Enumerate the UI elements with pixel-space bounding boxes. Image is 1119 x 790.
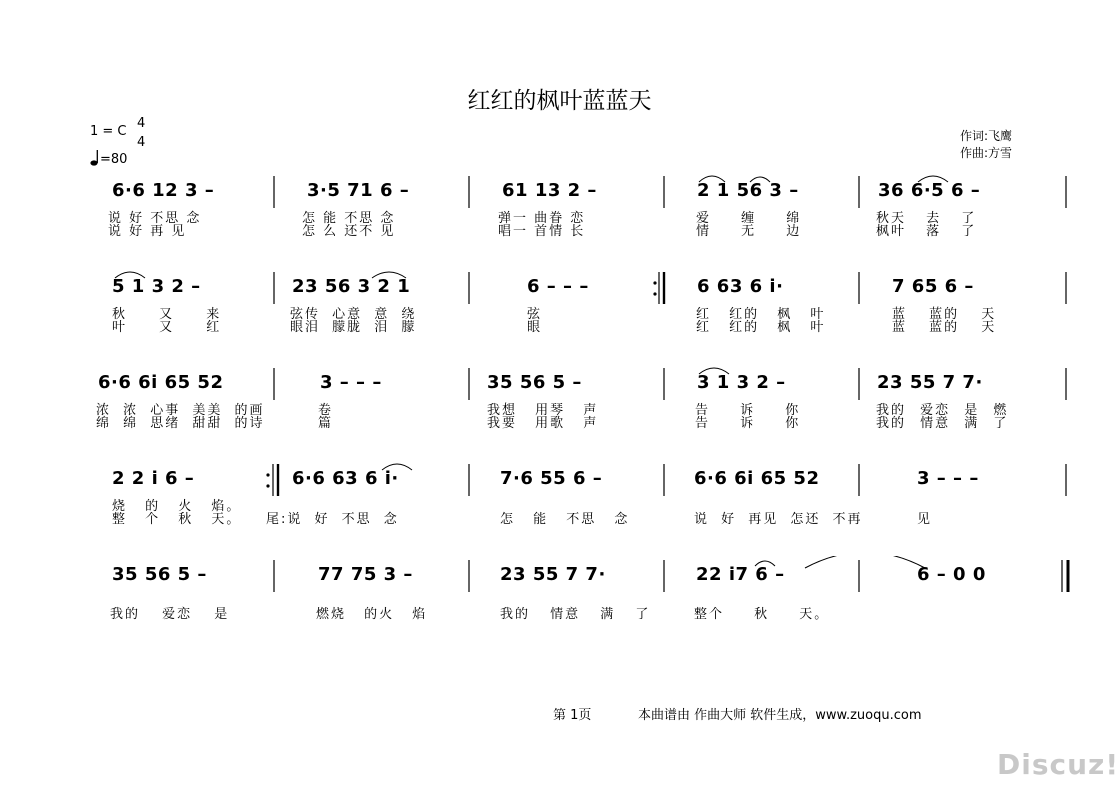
tempo-marking: [90, 150, 127, 167]
lyric-line-1: 弦传 心意 意 绕: [290, 307, 417, 322]
measure-notes: 3 1 3 2 –: [697, 372, 786, 393]
measure-notes: 36 6·5 6 –: [878, 180, 981, 201]
measure-notes: 6 – 0 0: [917, 564, 986, 585]
lyric-line-1: 烧 的 火 焰。: [112, 499, 242, 514]
lyric-line-1: 秋 又 来: [112, 307, 222, 322]
lyric-line-2: 红 红的 枫 叶: [696, 320, 826, 335]
lyric-line-1: 我想 用琴 声: [487, 403, 599, 418]
measure-notes: 7 65 6 –: [892, 276, 974, 297]
lyric-line-1: 卷: [318, 403, 334, 418]
lyric-line-1: 整个 秋 天。: [694, 607, 830, 622]
measure-notes: 23 55 7 7·: [500, 564, 606, 585]
lyric-line-2: 怎 能 不思 念: [500, 512, 630, 527]
measure-notes: 3 – – –: [320, 372, 382, 393]
measure-notes: 22 i7 6 –: [696, 564, 785, 585]
lyric-line-1: 浓 浓 心事 美美 的画: [96, 403, 265, 418]
time-signature-bottom: 4: [137, 135, 146, 150]
lyric-line-1: 爱 缠 绵: [696, 211, 802, 226]
measure-notes: 23 56 3 2 1: [292, 276, 411, 297]
lyric-line-1: 我的 爱恋 是 燃: [876, 403, 1009, 418]
lyric-line-1: 我的 爱恋 是: [110, 607, 230, 622]
measure-notes: 6·6 12 3 –: [112, 180, 215, 201]
lyric-line-2: 告 诉 你: [695, 416, 801, 431]
measure-notes: 3 – – –: [917, 468, 979, 489]
page-number: 第 1页: [553, 708, 592, 723]
key-signature: 1 = C: [90, 124, 127, 139]
lyric-line-2: 眼: [527, 320, 543, 335]
lyric-line-2: 我要 用歌 声: [487, 416, 599, 431]
lyric-line-2: 怎 么 还不 见: [302, 224, 396, 239]
measure-notes: 6·6 63 6 i·: [292, 468, 399, 489]
lyric-line-1: 红 红的 枫 叶: [696, 307, 826, 322]
measure-notes: 5 1 3 2 –: [112, 276, 201, 297]
song-title: 红红的枫叶蓝蓝天: [467, 88, 652, 114]
lyricist-credit: 作词:飞鹰: [960, 129, 1013, 143]
quarter-note-icon: [90, 150, 100, 166]
measure-notes: 35 56 5 –: [112, 564, 207, 585]
measure-notes: 61 13 2 –: [502, 180, 597, 201]
lyric-line-2: 见: [917, 512, 933, 527]
lyric-line-1: 告 诉 你: [695, 403, 801, 418]
lyric-line-1: 弦: [527, 307, 543, 322]
watermark: Discuz!: [997, 748, 1119, 781]
measure-notes: 6·6 6i 65 52: [98, 372, 224, 393]
tempo-value: =80: [100, 152, 128, 167]
lyric-line-1: 蓝 蓝的 天: [892, 307, 997, 322]
lyric-line-2: 绵 绵 思绪 甜甜 的诗: [96, 416, 265, 431]
lyric-line-2: 尾:说 好 不思 念: [266, 512, 399, 527]
lyric-line-1: 弹一 曲眷 恋: [498, 211, 586, 226]
lyric-line-2: 我的 情意 满 了: [876, 416, 1009, 431]
lyric-line-2: 叶 又 红: [112, 320, 222, 335]
lyric-line-2: 说 好 再 见: [108, 224, 187, 239]
lyric-line-2: 唱一 首情 长: [498, 224, 586, 239]
lyric-line-1: 怎 能 不思 念: [302, 211, 396, 226]
measure-notes: 7·6 55 6 –: [500, 468, 603, 489]
measure-notes: 6 63 6 i·: [697, 276, 784, 297]
lyric-line-1: 我的 情意 满 了: [500, 607, 651, 622]
lyric-line-1: 燃烧 的火 焰: [316, 607, 428, 622]
time-signature-top: 4: [137, 116, 146, 131]
measure-notes: 77 75 3 –: [318, 564, 413, 585]
measure-notes: 35 56 5 –: [487, 372, 582, 393]
lyric-line-2: 整 个 秋 天。: [112, 512, 242, 527]
time-signature: [137, 114, 145, 152]
lyric-line-2: 眼泪 朦胧 泪 朦: [290, 320, 417, 335]
lyric-line-2: 情 无 边: [696, 224, 802, 239]
lyric-line-2: 枫叶 落 了: [876, 224, 977, 239]
measure-notes: 3·5 71 6 –: [307, 180, 410, 201]
generator-credit: 本曲谱由 作曲大师 软件生成，www.zuoqu.com: [638, 708, 922, 723]
measure-notes: 23 55 7 7·: [877, 372, 983, 393]
lyric-line-1: 秋天 去 了: [876, 211, 977, 226]
measure-notes: 2 2 i 6 –: [112, 468, 195, 489]
lyric-line-2: 篇: [318, 416, 334, 431]
lyric-line-1: 说 好 不思 念: [108, 211, 202, 226]
composer-credit: 作曲:方雪: [960, 146, 1013, 160]
measure-notes: 6·6 6i 65 52: [694, 468, 820, 489]
measure-notes: 6 – – –: [527, 276, 589, 297]
measure-notes: 2 1 56 3 –: [697, 180, 799, 201]
lyric-line-2: 蓝 蓝的 天: [892, 320, 997, 335]
lyric-line-2: 说 好 再见 怎还 不再: [694, 512, 863, 527]
